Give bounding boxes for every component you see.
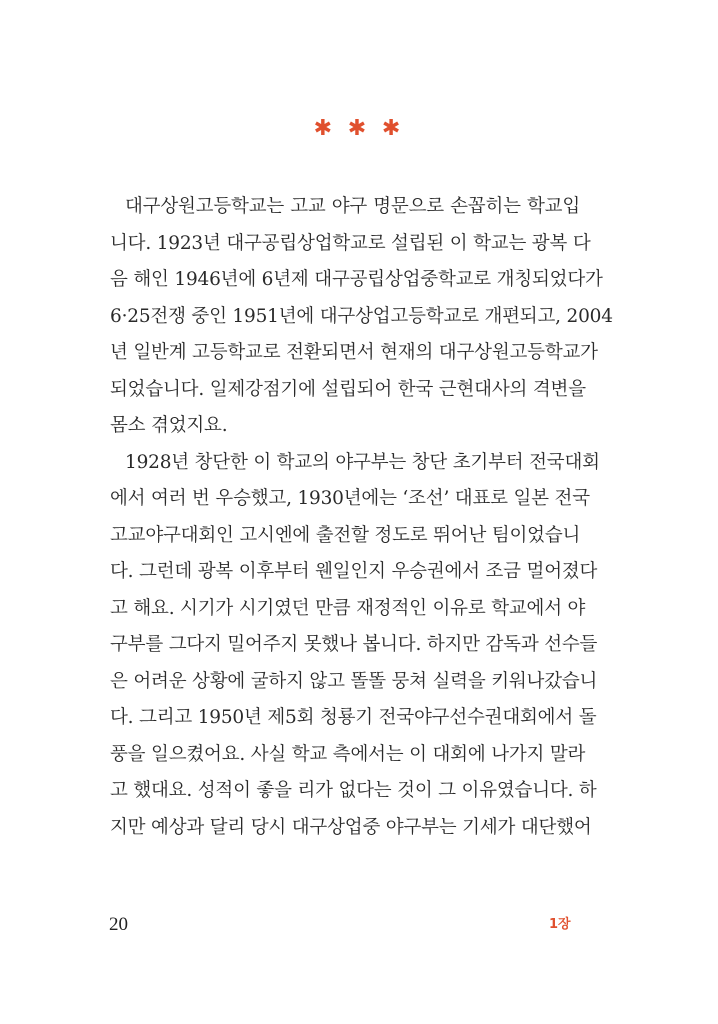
text-line: 1928년 창단한 이 학교의 야구부는 창단 초기부터 전국대회 bbox=[125, 451, 600, 473]
chapter-label: 1장 bbox=[549, 917, 571, 932]
text-line: 풍을 일으켰어요. 사실 학교 측에서는 이 대회에 나가지 말라 bbox=[110, 743, 586, 765]
body-text bbox=[110, 189, 613, 846]
text-line: 되었습니다. 일제강점기에 설립되어 한국 근현대사의 격변을 bbox=[110, 378, 586, 400]
text-line: 다. 그리고 1950년 제5회 청룡기 전국야구선수권대회에서 돌 bbox=[110, 707, 597, 728]
text-line: 은 어려운 상황에 굴하지 않고 똘똘 뭉쳐 실력을 키워나갔습니 bbox=[110, 670, 598, 692]
asterisk-icon: ✱ bbox=[313, 116, 337, 141]
page-number: 20 bbox=[109, 914, 128, 935]
text-line: 구부를 그다지 밀어주지 못했나 봅니다. 하지만 감독과 선수들 bbox=[110, 634, 598, 655]
text-line: 음 해인 1946년에 6년제 대구공립상업중학교로 개칭되었다가 bbox=[110, 269, 603, 290]
text-line: 몸소 겪었지요. bbox=[110, 415, 228, 436]
text-line: 지만 예상과 달리 당시 대구상업중 야구부는 기세가 대단했어 bbox=[110, 816, 592, 838]
text-line: 니다. 1923년 대구공립상업학교로 설립된 이 학교는 광복 다 bbox=[110, 232, 591, 254]
text-line: 에서 여러 번 우승했고, 1930년에는 ‘조선’ 대표로 일본 전국 bbox=[110, 488, 590, 509]
text-line: 6·25전쟁 중인 1951년에 대구상업고등학교로 개편되고, 2004 bbox=[110, 305, 613, 327]
text-line: 년 일반계 고등학교로 전환되면서 현재의 대구상원고등학교가 bbox=[110, 342, 598, 363]
text-line: 대구상원고등학교는 고교 야구 명문으로 손꼽히는 학교입 bbox=[125, 196, 580, 217]
text-line: 고 해요. 시기가 시기였던 만큼 재정적인 이유로 학교에서 야 bbox=[110, 597, 586, 619]
section-break-ornament bbox=[0, 117, 718, 141]
text-line: 고 했대요. 성적이 좋을 리가 없다는 것이 그 이유였습니다. 하 bbox=[110, 780, 597, 801]
asterisk-icon: ✱ bbox=[381, 116, 405, 141]
text-line: 다. 그런데 광복 이후부터 웬일인지 우승권에서 조금 멀어졌다 bbox=[110, 561, 598, 582]
asterisk-icon: ✱ bbox=[347, 116, 371, 141]
text-line: 고교야구대회인 고시엔에 출전할 정도로 뛰어난 팀이었습니 bbox=[110, 524, 581, 546]
